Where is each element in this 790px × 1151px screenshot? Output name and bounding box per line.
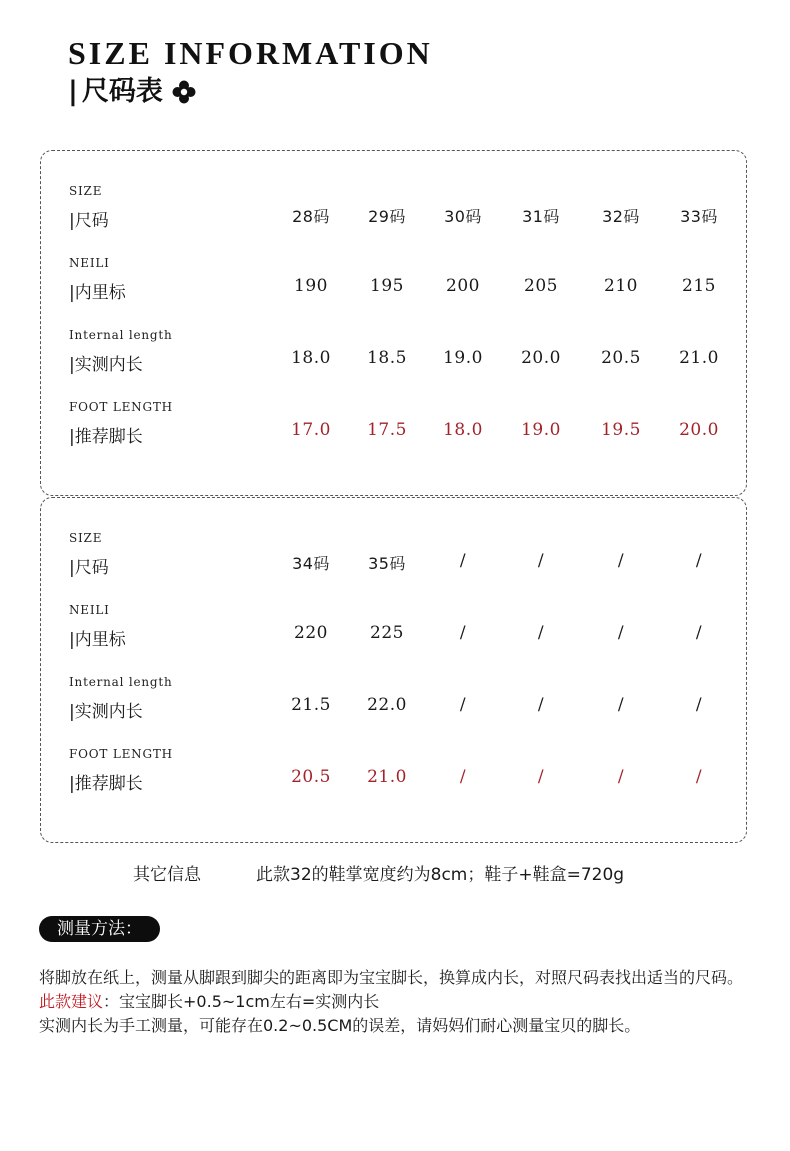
row-label-cn: |内里标	[69, 630, 126, 650]
table-cell: 17.5	[367, 420, 407, 440]
size-table-2	[40, 497, 747, 843]
table-cell: 20.0	[679, 420, 719, 440]
suggest-text: ：宝宝脚长+0.5~1cm左右=实测内长	[103, 992, 380, 1011]
table-cell: /	[537, 623, 545, 643]
row-label-cn: |实测内长	[69, 702, 143, 722]
table-cell: 215	[682, 276, 716, 296]
table-cell: /	[537, 767, 545, 787]
table-cell: 21.0	[679, 348, 719, 368]
table-row	[41, 184, 746, 246]
row-label-cn: |内里标	[69, 283, 126, 303]
note-line-2	[39, 990, 769, 1014]
table-cell: 35码	[368, 554, 406, 573]
title-chinese-row	[68, 74, 433, 110]
table-cell: /	[459, 623, 467, 643]
method-title-badge: 测量方法：	[39, 916, 160, 942]
table-cell: 22.0	[367, 695, 407, 715]
table-cell: 18.5	[367, 348, 407, 368]
row-label-en: FOOT LENGTH	[69, 747, 173, 761]
table-cell: /	[695, 551, 703, 571]
title-english: SIZE INFORMATION	[68, 35, 433, 71]
table-cell: 34码	[292, 554, 330, 573]
table-cell: 21.5	[291, 695, 331, 715]
note-line-3: 实测内长为手工测量，可能存在0.2~0.5CM的误差，请妈妈们耐心测量宝贝的脚长。	[39, 1016, 641, 1035]
row-label-en: Internal length	[69, 675, 173, 689]
table-cell: 30码	[444, 207, 482, 226]
table-cell: 33码	[680, 207, 718, 226]
table-cell: 18.0	[291, 348, 331, 368]
note-line-1: 将脚放在纸上，测量从脚跟到脚尖的距离即为宝宝脚长，换算成内长，对照尺码表找出适当的尺码。	[39, 968, 744, 987]
table-cell: /	[617, 623, 625, 643]
page-header	[68, 34, 433, 110]
title-bar: |	[68, 76, 78, 107]
table-row	[41, 603, 746, 665]
row-label-en: SIZE	[69, 184, 103, 198]
other-info-text: 此款32的鞋掌宽度约为8cm；鞋子+鞋盒=720g	[256, 865, 625, 885]
table-row	[41, 675, 746, 737]
table-cell: 190	[294, 276, 328, 296]
flower-icon	[171, 79, 197, 105]
table-cell: 210	[604, 276, 638, 296]
table-row	[41, 747, 746, 809]
table-cell: 220	[294, 623, 328, 643]
table-cell: /	[695, 695, 703, 715]
table-cell: /	[695, 623, 703, 643]
row-label-en: Internal length	[69, 328, 173, 342]
table-row	[41, 328, 746, 390]
row-label-en: FOOT LENGTH	[69, 400, 173, 414]
other-info-label: 其它信息	[133, 865, 201, 885]
table-cell: 21.0	[367, 767, 407, 787]
row-label-cn: |推荐脚长	[69, 427, 143, 447]
table-cell: 20.5	[601, 348, 641, 368]
table-cell: /	[459, 551, 467, 571]
table-cell: 19.0	[443, 348, 483, 368]
table-cell: /	[459, 695, 467, 715]
table-cell: 195	[370, 276, 404, 296]
table-cell: 31码	[522, 207, 560, 226]
table-cell: /	[537, 695, 545, 715]
size-table-1	[40, 150, 747, 496]
table-cell: 18.0	[443, 420, 483, 440]
row-label-en: NEILI	[69, 603, 110, 617]
row-label-en: NEILI	[69, 256, 110, 270]
suggest-label: 此款建议	[39, 992, 104, 1011]
table-cell: 28码	[292, 207, 330, 226]
table-cell: /	[459, 767, 467, 787]
table-row	[41, 531, 746, 593]
table-cell: 205	[524, 276, 558, 296]
table-cell: /	[617, 695, 625, 715]
table-cell: /	[617, 767, 625, 787]
table-cell: /	[617, 551, 625, 571]
table-cell: 17.0	[291, 420, 331, 440]
table-cell: 200	[446, 276, 480, 296]
table-cell: 19.5	[601, 420, 641, 440]
table-cell: /	[537, 551, 545, 571]
table-cell: 225	[370, 623, 404, 643]
table-cell: 19.0	[521, 420, 561, 440]
row-label-en: SIZE	[69, 531, 103, 545]
table-cell: 20.5	[291, 767, 331, 787]
table-row	[41, 256, 746, 318]
table-row	[41, 400, 746, 462]
title-chinese: 尺码表	[81, 76, 163, 107]
row-label-cn: |实测内长	[69, 355, 143, 375]
row-label-cn: |尺码	[69, 558, 109, 578]
row-label-cn: |推荐脚长	[69, 774, 143, 794]
row-label-cn: |尺码	[69, 211, 109, 231]
measurement-notes	[39, 966, 769, 1038]
table-cell: 32码	[602, 207, 640, 226]
table-cell: 20.0	[521, 348, 561, 368]
table-cell: 29码	[368, 207, 406, 226]
table-cell: /	[695, 767, 703, 787]
